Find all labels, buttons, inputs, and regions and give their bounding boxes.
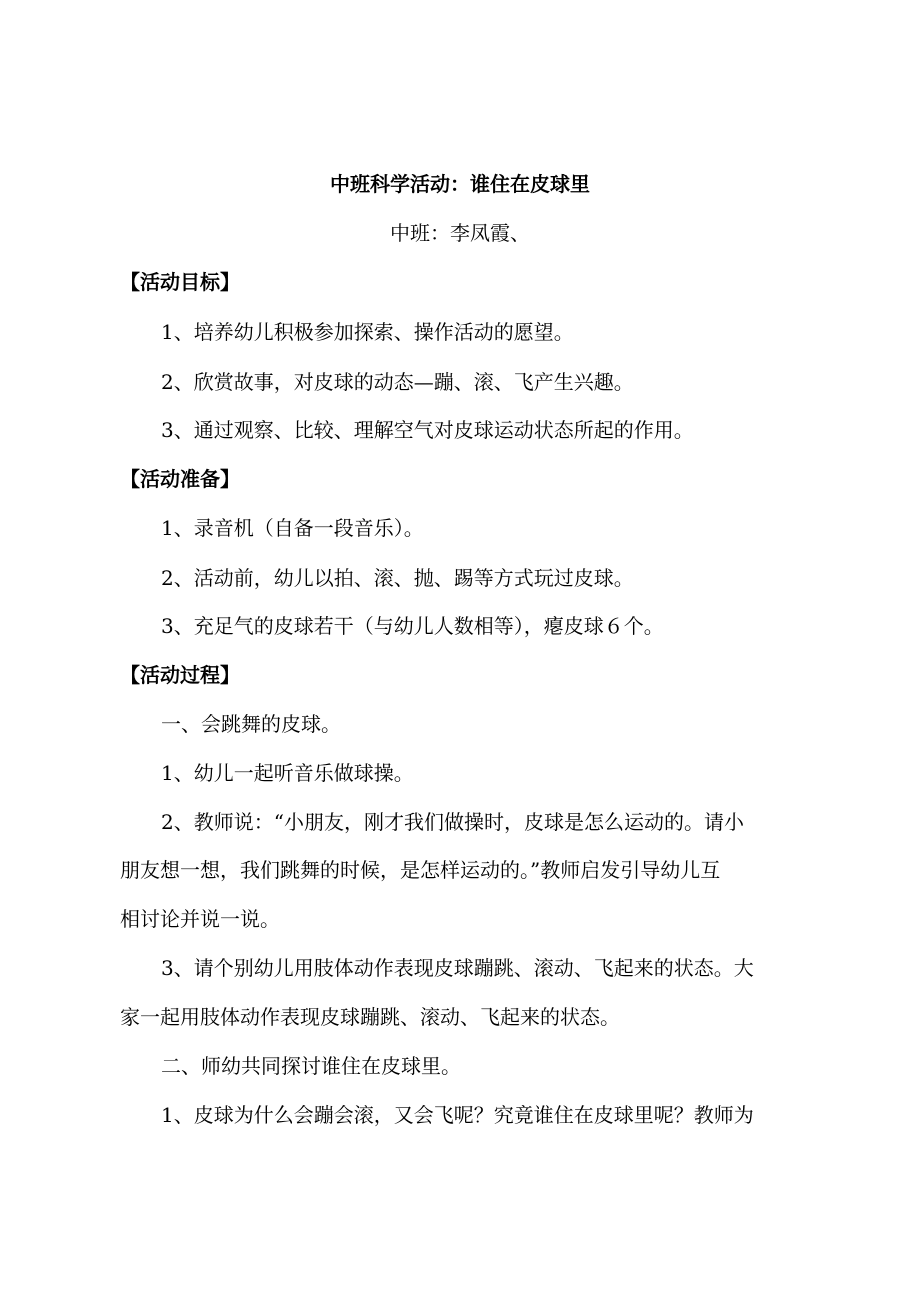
list-item-text: 2、活动前，幼儿以拍、滚、抛、踢等方式玩过皮球。 xyxy=(161,566,634,590)
paragraph-line-text: 3、请个别幼儿用肢体动作表现皮球蹦跳、滚动、飞起来的状态。大 xyxy=(161,956,754,980)
section-heading-text: 【活动准备】 xyxy=(120,467,240,491)
paragraph-line-text: 朋友想一想，我们跳舞的时候，是怎样运动的。”教师启发引导幼儿互 xyxy=(120,858,721,882)
section-heading-text: 【活动过程】 xyxy=(120,663,240,687)
list-item-text: 3、充足气的皮球若干（与幼儿人数相等），瘪皮球６个。 xyxy=(161,614,664,638)
list-item-text: 1、录音机（自备一段音乐）。 xyxy=(161,516,424,540)
paragraph-line-text: 2、教师说：“小朋友，刚才我们做操时，皮球是怎么运动的。请小 xyxy=(161,810,744,834)
document-title: 中班科学活动：谁住在皮球里 xyxy=(330,172,590,196)
list-item-text: 1、培养幼儿积极参加探索、操作活动的愿望。 xyxy=(161,320,574,344)
list-item-text: 3、通过观察、比较、理解空气对皮球运动状态所起的作用。 xyxy=(161,418,694,442)
paragraph-line-text: 1、幼儿一起听音乐做球操。 xyxy=(161,761,414,785)
document-author: 中班：李凤霞、 xyxy=(390,221,530,245)
section-heading-text: 【活动目标】 xyxy=(120,270,240,294)
paragraph-line-text: 二、师幼共同探讨谁住在皮球里。 xyxy=(161,1054,461,1078)
paragraph-line-text: 一、会跳舞的皮球。 xyxy=(161,712,341,736)
paragraph-line-text: 家一起用肢体动作表现皮球蹦跳、滚动、飞起来的状态。 xyxy=(120,1005,620,1029)
paragraph-line-text: 相讨论并说一说。 xyxy=(120,907,280,931)
paragraph-line-text: 1、皮球为什么会蹦会滚，又会飞呢？究竟谁住在皮球里呢？教师为 xyxy=(161,1103,754,1127)
list-item-text: 2、欣赏故事，对皮球的动态—蹦、滚、飞产生兴趣。 xyxy=(161,370,634,394)
